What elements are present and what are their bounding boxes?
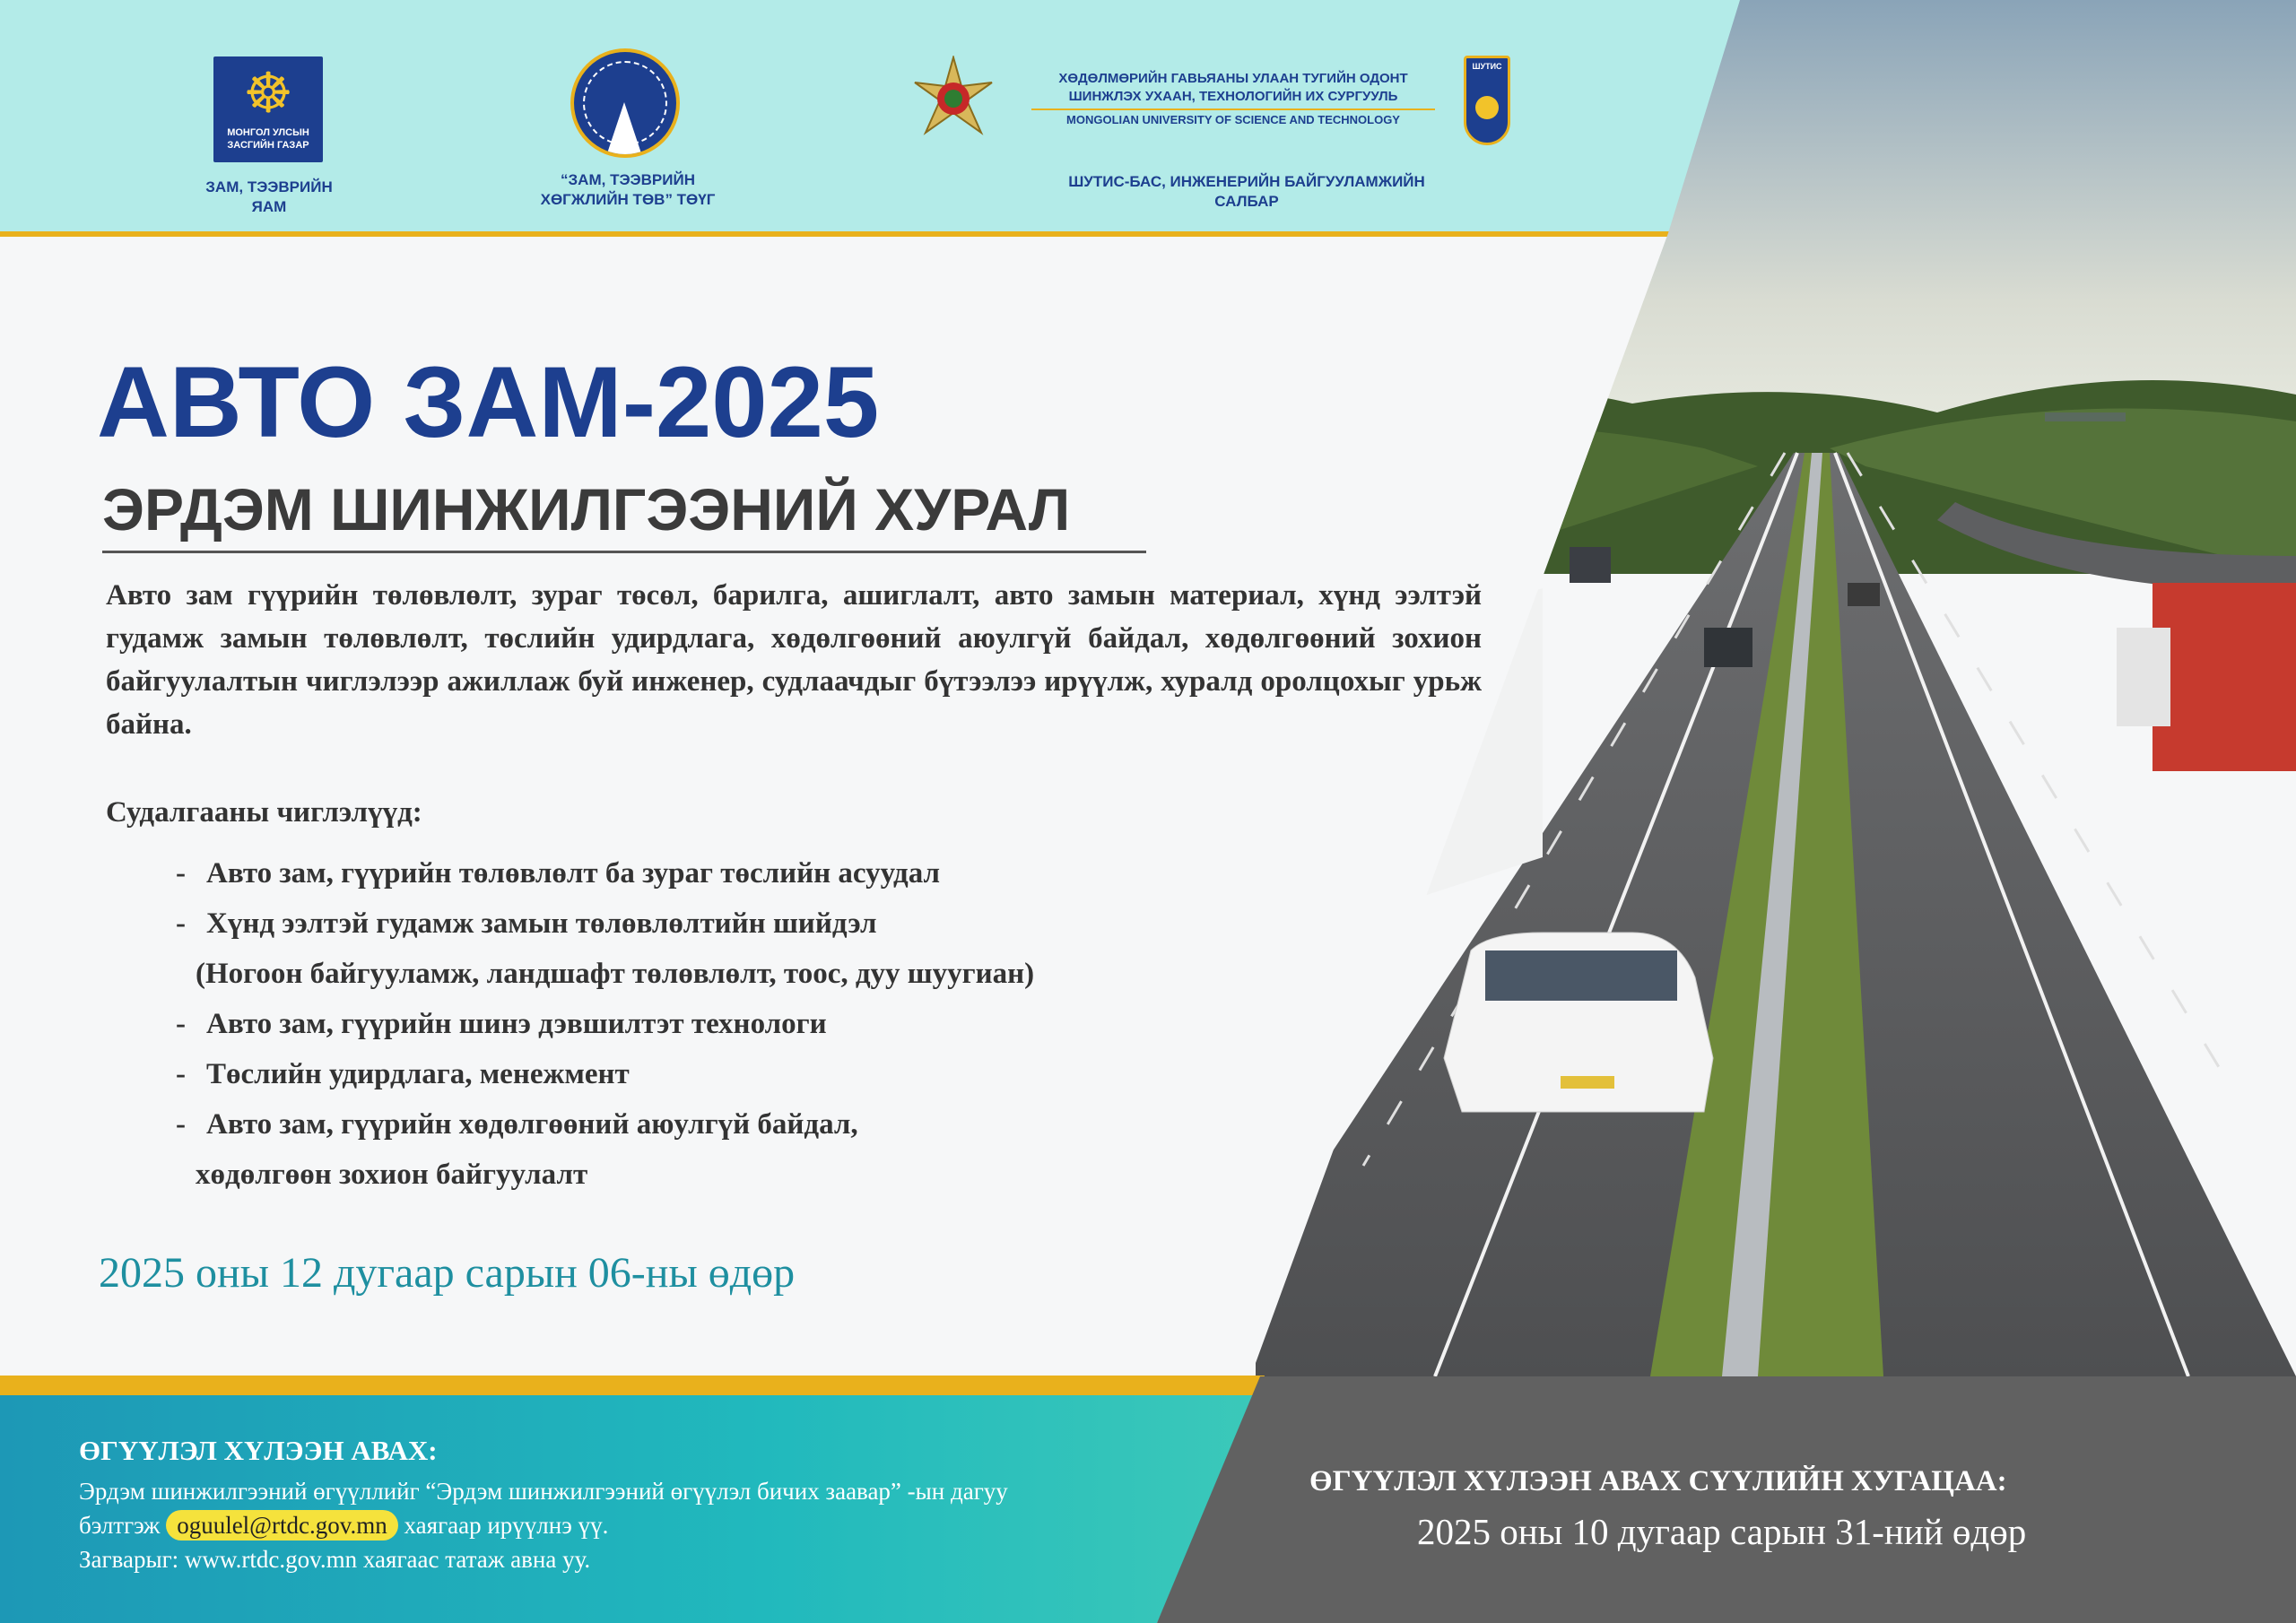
topic-text: Авто зам, гүүрийн шинэ дэвшилтэт технологи [206,1008,827,1040]
submission-line: Эрдэм шинжилгээний өгүүллийг “Эрдэм шинжилгээний өгүүлэл бичих заавар” -ын дагуу [79,1478,1008,1505]
topic-dash: - [176,1058,186,1090]
must-shield-logo [1464,56,1510,145]
topic-dash: - [176,1008,186,1040]
intro-line: хүнд ээлтэй гудамж замын төлөвлөлт, төслийн удирдлага, хөдөлгөөний аюулгүй [106,579,1482,655]
header-gold-stripe [0,231,1677,237]
topic-continuation: хөдөлгөөн зохион байгуулалт [196,1159,588,1191]
topic-text: Авто зам, гүүрийн төлөвлөлт ба зураг төслийн асуудал [206,857,941,890]
submission-heading: ӨГҮҮЛЭЛ ХҮЛЭЭН АВАХ: [79,1435,438,1466]
topic-continuation: (Ногоон байгууламж, ландшафт төлөвлөлт, тоос, дуу шуугиан) [196,958,1035,990]
submission-instructions [79,1474,1008,1576]
submission-line-suffix: хаягаар ирүүлнэ үү. [404,1512,609,1539]
topics-heading: Судалгааны чиглэлүүд: [106,796,422,829]
topic-item [176,999,1342,1049]
ministry-label-line2: ЯАМ [251,198,287,215]
submission-line-prefix: бэлтгэж [79,1512,161,1539]
topic-item [176,898,1342,999]
university-name-line2: ШИНЖЛЭХ УХААН, ТЕХНОЛОГИЙН ИХ СУРГУУЛЬ [1068,89,1398,104]
rtdc-label-line2: ХӨГЖЛИЙН ТӨВ” ТӨҮГ [540,191,716,208]
topic-dash: - [176,907,186,940]
branch-label [996,172,1498,212]
topic-item [176,848,1342,898]
ministry-emblem-logo [213,56,323,162]
shield-emblem-icon [1475,96,1499,119]
intro-line: байдал, хөдөлгөөний зохион байгуулалтын чиглэлээр ажиллаж буй инженер, [106,622,1482,698]
topic-dash: - [176,1108,186,1141]
topic-item [176,1049,1342,1099]
university-name-line1: ХӨДӨЛМӨРИЙН ГАВЬЯАНЫ УЛААН ТУГИЙН ОДОНТ [1058,71,1408,86]
conference-title: АВТО ЗАМ-2025 [97,346,880,458]
soyombo-icon: ☸ [243,60,293,126]
rtdc-label [502,170,753,210]
branch-label-line1: ШУТИС-БАС, ИНЖЕНЕРИЙН БАЙГУУЛАМЖИЙН [1068,173,1425,190]
order-star-icon [911,56,996,140]
rtdc-logo [570,48,680,158]
intro-line: судлаачдыг бүтээлээ ирүүлж, хуралд оролцохыг урьж байна. [106,665,1482,741]
road-icon [604,102,644,158]
title-underline [102,551,1146,553]
shield-text: ШУТИС [1472,62,1502,71]
topic-text: Төслийн удирдлага, менежмент [206,1058,630,1090]
university-name [1031,70,1435,127]
university-name-english: MONGOLIAN UNIVERSITY OF SCIENCE AND TECHNOLOGY [1066,113,1400,126]
university-name-divider [1031,108,1435,110]
topic-text: Хүнд ээлтэй гудамж замын төлөвлөлтийн шийдэл [206,907,877,940]
deadline-heading: ӨГҮҮЛЭЛ ХҮЛЭЭН АВАХ СҮҮЛИЙН ХУГАЦАА: [1309,1465,2007,1497]
submission-email-link[interactable]: oguulel@rtdc.gov.mn [166,1510,398,1541]
template-download-line: Загварыг: www.rtdc.gov.mn хаягаас татаж авна уу. [79,1546,591,1573]
topic-item [176,1099,1342,1200]
deadline-date: 2025 оны 10 дугаар сарын 31-ний өдөр [1417,1511,2027,1552]
conference-subtitle: ЭРДЭМ ШИНЖИЛГЭЭНИЙ ХУРАЛ [102,476,1071,542]
topics-list [176,848,1342,1200]
intro-line: Авто зам гүүрийн төлөвлөлт, зураг төсөл, барилга, ашиглалт, авто замын материал, [106,579,1304,612]
intro-paragraph [106,574,1482,746]
footer-gold-stripe [0,1376,1265,1395]
submission-email-line [79,1508,1008,1542]
ministry-label-line1: ЗАМ, ТЭЭВРИЙН [205,178,333,195]
topic-dash: - [176,857,186,890]
conference-date: 2025 оны 12 дугаар сарын 06-ны өдөр [99,1249,796,1297]
branch-label-line2: САЛБАР [1214,193,1279,210]
rtdc-label-line1: “ЗАМ, ТЭЭВРИЙН [561,171,695,188]
topic-text: Авто зам, гүүрийн хөдөлгөөний аюулгүй байдал, [206,1108,858,1141]
ministry-logo-caption: МОНГОЛ УЛСЫН ЗАСГИЙН ГАЗАР [227,127,309,151]
ministry-label [161,178,377,217]
